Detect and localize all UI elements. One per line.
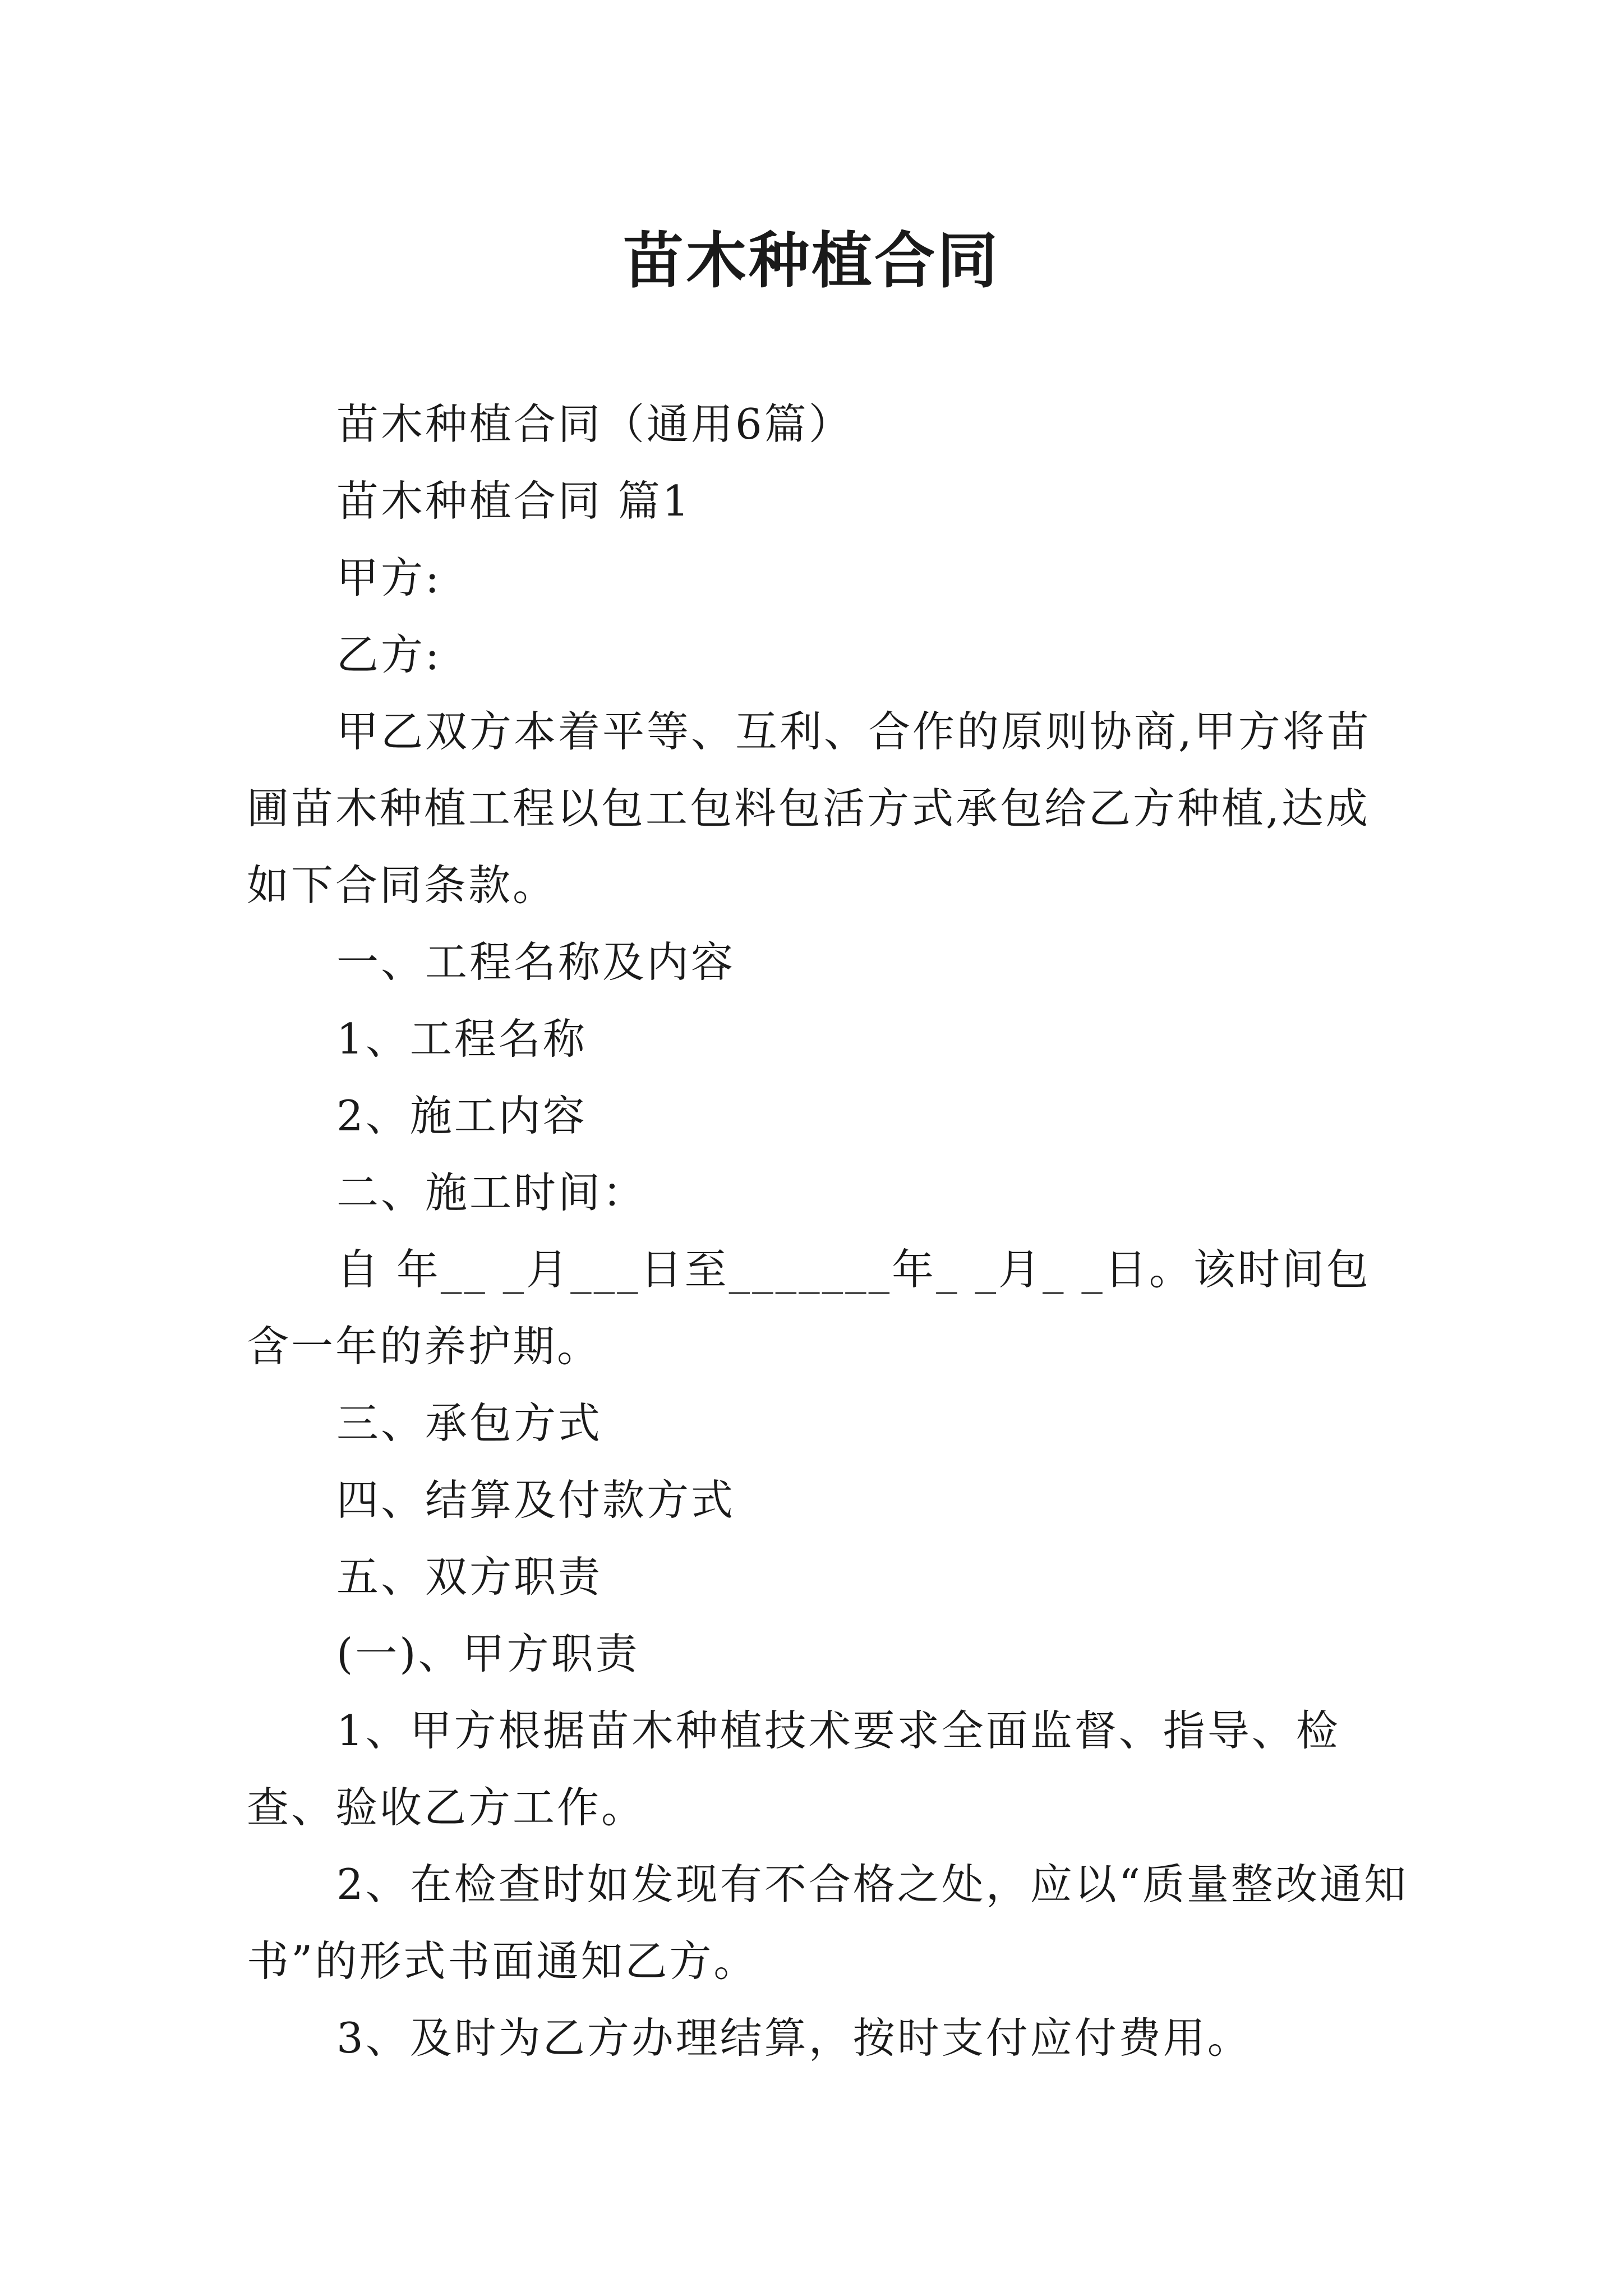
duty-item-2: 2、在检查时如发现有不合格之处，应以“质量整改通知书”的形式书面通知乙方。 <box>247 1860 1409 1986</box>
paragraph-heading-general: 苗木种植合同（通用6篇） <box>336 399 853 449</box>
duty-item-1: 1、甲方根据苗木种植技术要求全面监督、指导、检查、验收乙方工作。 <box>247 1706 1340 1832</box>
section-heading-project: 一、工程名称及内容 <box>336 937 736 987</box>
subsection-heading-party-a-duties: (一)、甲方职责 <box>336 1629 640 1678</box>
document-title: 苗木种植合同 <box>623 226 1000 297</box>
section-heading-time: 二、施工时间： <box>336 1168 647 1217</box>
party-a-line: 甲方: <box>336 553 442 602</box>
document-body <box>247 386 1413 2077</box>
item-construction-content: 2、施工内容 <box>336 1091 587 1140</box>
party-b-line: 乙方: <box>336 630 442 679</box>
paragraph-heading-part1: 苗木种植合同 篇1 <box>336 476 691 526</box>
section-heading-payment: 四、结算及付款方式 <box>336 1475 736 1525</box>
duty-item-3: 3、及时为乙方办理结算，按时支付应付费用。 <box>336 2013 1252 2063</box>
paragraph-preamble: 甲乙双方本着平等、互利、合作的原则协商,甲方将苗圃苗木种植工程以包工包料包活方式承包给乙方种植,达成如下合同条款。 <box>247 707 1371 910</box>
section-heading-duties: 五、双方职责 <box>336 1552 603 1602</box>
item-project-name: 1、工程名称 <box>336 1014 587 1064</box>
section-heading-contract-method: 三、承包方式 <box>336 1398 603 1448</box>
paragraph-time-period: 自 年__ _月___日至_______年_ _月_ _日。该时间包含一年的养护期。 <box>247 1245 1371 1371</box>
